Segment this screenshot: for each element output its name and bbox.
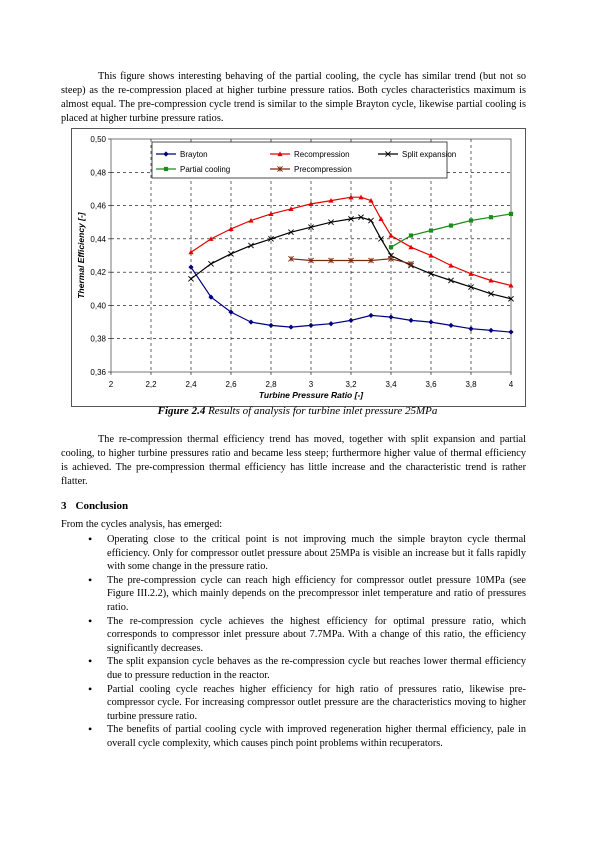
x-tick-label: 3,4 xyxy=(385,380,397,389)
figure-caption-text: Results of analysis for turbine inlet pressure 25MPa xyxy=(208,405,438,417)
list-item: • The split expansion cycle behaves as the re-compression cycle but reaches lower thermal efficiency due to pressure reduction in the reactor. xyxy=(61,655,526,682)
y-tick-label: 0,40 xyxy=(90,301,106,311)
x-tick-label: 3 xyxy=(308,380,314,389)
x-tick-label: 2 xyxy=(108,380,114,389)
figure-caption xyxy=(0,405,595,418)
x-tick-label: 3,2 xyxy=(345,380,357,389)
figure-label: Figure 2.4 xyxy=(157,405,206,417)
chart-svg xyxy=(72,129,525,406)
y-tick-label: 0,38 xyxy=(90,334,106,344)
legend-label-precompression: Precompression xyxy=(294,165,352,174)
x-tick-label: 4 xyxy=(508,380,514,389)
x-tick-label: 2,2 xyxy=(145,380,157,389)
x-axis-title: Turbine Pressure Ratio [-] xyxy=(258,390,364,400)
data-point-partial-cooling xyxy=(389,245,393,249)
section-number: 3 xyxy=(61,500,67,512)
list-item: • The re-compression cycle achieves the highest efficiency for optimal pressure ratio, which corresponds to compressor inlet pressure about 7.7MPa. With a change of this ratio, the efficiency significantly decreases. xyxy=(61,615,526,656)
y-tick-label: 0,50 xyxy=(90,135,106,144)
y-tick-label: 0,42 xyxy=(90,268,106,278)
x-tick-label: 2,8 xyxy=(265,380,277,389)
paragraph-intro: This figure shows interesting behaving of the partial cooling, the cycle has similar trend (but not so steep) as the re-compression placed at higher turbine pressure ratios. Both cycles characteristics maximum is almost equal. The pre-compression cycle trend is similar to the simple Brayton cycle, likewise partial cooling is placed at higher turbine pressure ratios. xyxy=(61,71,526,125)
legend-label-recompression: Recompression xyxy=(294,150,350,159)
list-item: • Partial cooling cycle reaches higher efficiency for high ratio of pressures ratio, likewise pre-compressor cycle. For increasing compressor outlet pressure are the characteristics moving to higher turbine pressure ratio. xyxy=(61,683,526,724)
paragraph-discussion: The re-compression thermal efficiency trend has moved, together with split expansion and partial cooling, to higher turbine pressures ratio and became less steep; furthermore higher value of thermal efficiency is achieved. The pre-compression thermal efficiency has little increase and the characteristic trend is rather flatter. xyxy=(61,434,526,488)
list-item: • The pre-compression cycle can reach high efficiency for compressor outlet pressure 10MPa (see Figure III.2.2), which mainly depends on the precompressor inlet temperature and ratio of pressures ratio. xyxy=(61,574,526,615)
x-tick-label: 3,8 xyxy=(465,380,477,389)
section-title: Conclusion xyxy=(75,500,129,512)
legend-label-partial-cooling: Partial cooling xyxy=(180,165,231,174)
section-heading xyxy=(61,500,137,512)
y-axis-title: Thermal Efficiency [-] xyxy=(76,212,86,299)
list-item: • The benefits of partial cooling cycle with improved regeneration higher thermal efficiency, pale in overall cycle complexity, which causes pinch point problems within recuperators. xyxy=(61,723,526,750)
x-tick-label: 3,6 xyxy=(425,380,437,389)
list-item: • Operating close to the critical point is not improving much the simple brayton cycle thermal efficiency. Only for compressor outlet pressure about 25MPa is visible an increase but it falls rapidly with some change in the pressure ratio. xyxy=(61,533,526,574)
data-point-partial-cooling xyxy=(409,233,413,237)
conclusion-list xyxy=(61,533,526,751)
data-point-partial-cooling xyxy=(429,228,433,232)
y-tick-label: 0,44 xyxy=(90,234,106,244)
conclusion-intro: From the cycles analysis, has emerged: xyxy=(61,519,223,530)
data-point-partial-cooling xyxy=(469,218,473,222)
y-tick-label: 0,48 xyxy=(90,168,106,178)
y-tick-label: 0,46 xyxy=(90,201,106,211)
x-tick-label: 2,6 xyxy=(225,380,237,389)
data-point-partial-cooling xyxy=(449,223,453,227)
legend-label-brayton: Brayton xyxy=(180,150,208,159)
data-point-partial-cooling xyxy=(489,215,493,219)
x-tick-label: 2,4 xyxy=(185,380,197,389)
y-tick-label: 0,36 xyxy=(90,368,106,377)
data-point-partial-cooling xyxy=(509,212,513,216)
legend-label-split-expansion: Split expansion xyxy=(402,150,457,159)
legend-marker-partial-cooling xyxy=(164,167,168,171)
efficiency-chart xyxy=(71,128,526,407)
